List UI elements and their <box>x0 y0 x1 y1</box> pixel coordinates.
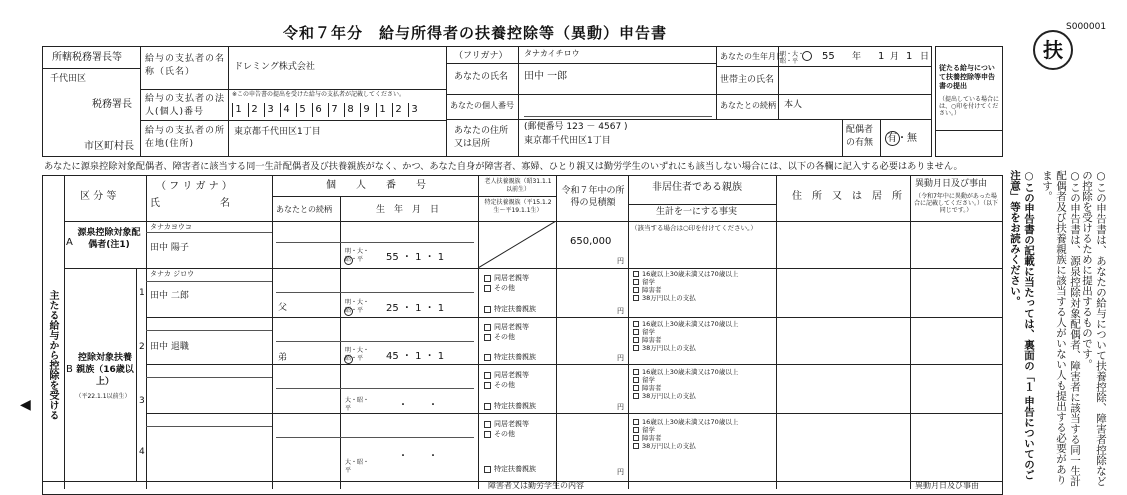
payer-digit: 6 <box>312 103 324 117</box>
payer-digit: 4 <box>280 103 292 117</box>
dependent-number-field[interactable] <box>276 282 474 293</box>
seal-circle <box>1033 30 1073 70</box>
nonres-disabled-label: 障害者 <box>642 286 662 294</box>
relation-label: あなたとの続柄 <box>720 101 776 110</box>
specific-option <box>484 352 536 362</box>
dependent-no: 4 <box>139 447 145 457</box>
head-label: 世帯主の氏名 <box>720 75 775 85</box>
dependent-birth: 45 ・ 1 ・ 1 <box>386 351 445 362</box>
era-circle-icon <box>802 51 812 61</box>
nonres-options <box>633 320 738 352</box>
spouse-nonres-note: （該当する場合は○印を付けてください。） <box>631 224 757 232</box>
birth-month: 1 <box>878 51 885 62</box>
col-income: 令和７年中の所得の見積額 <box>561 186 625 208</box>
nonres-disabled-checkbox[interactable] <box>633 435 639 441</box>
relation-value: 本人 <box>784 100 803 110</box>
nonres-disabled-checkbox[interactable] <box>633 287 639 293</box>
dependent-birth: ・ ・ <box>398 400 438 411</box>
nonres-study-label: 留学 <box>642 278 655 286</box>
specific-option <box>484 464 536 474</box>
right-note-bold: ○この申告書の記載に当たっては、裏面の「１ 申告についてのご注意」等をお読みください。 <box>1009 170 1035 480</box>
spouse-era-circle-icon <box>344 256 353 265</box>
prev-page-icon[interactable]: ◀ <box>20 397 31 413</box>
elderly-other-label: その他 <box>494 284 515 292</box>
form-id: S000001 <box>1066 22 1107 32</box>
payer-address: 東京都千代田区1丁目 <box>234 127 321 137</box>
elderly-cohabit-checkbox[interactable] <box>484 324 491 331</box>
dependent-era-circle-icon <box>344 307 353 316</box>
col-category: 区 分 等 <box>80 191 117 202</box>
nonres-study-checkbox[interactable] <box>633 329 639 335</box>
birth-month-unit: 月 <box>890 52 900 62</box>
employee-postal: (郵便番号 123 － 4567 ) <box>524 122 628 132</box>
right-note-2: ○この申告書は、源泉控除対象配偶者、障害者に該当する同一生計配偶者及び扶養親族に該当する人がいない人も提出する必要があります。 <box>1041 170 1081 487</box>
elderly-other-label: その他 <box>494 381 515 389</box>
nonres-age-label: 16歳以上30歳未満又は70歳以上 <box>642 418 739 426</box>
birth-year-unit: 年 <box>852 52 862 62</box>
employee-number-label: あなたの個人番号 <box>450 101 514 110</box>
nonres-payment-label: 38万円以上の支払 <box>642 442 696 450</box>
spouse-era: 明・大・昭・平 <box>345 248 370 263</box>
employee-address-label: あなたの住所又は居所 <box>454 126 509 149</box>
dependent-era: 明・大・昭・平 <box>345 347 370 362</box>
nonres-study-label: 留学 <box>642 328 655 336</box>
spouse-yes-circle-icon <box>885 131 900 146</box>
dependent-relation: 父 <box>278 303 288 313</box>
elderly-other-label: その他 <box>494 430 515 438</box>
payer-digit: 7 <box>328 103 340 117</box>
elderly-other-checkbox[interactable] <box>484 285 491 292</box>
payer-number-digits <box>232 103 442 117</box>
elderly-other-checkbox[interactable] <box>484 382 491 389</box>
employee-name: 田中 一郎 <box>524 71 568 82</box>
furigana-label: （フリガナ） <box>454 51 508 61</box>
nonres-age-checkbox[interactable] <box>633 321 639 327</box>
spouse-yen: 円 <box>617 257 624 265</box>
col-relation: あなたとの続柄 <box>276 205 332 214</box>
bottom-note: 障害者又は勤労学生の内容 <box>488 481 584 490</box>
birth-day-unit: 日 <box>920 52 930 62</box>
elderly-options <box>484 322 529 342</box>
elderly-cohabit-checkbox[interactable] <box>484 275 491 282</box>
nonres-study-checkbox[interactable] <box>633 279 639 285</box>
section-b-letter: B <box>66 364 73 375</box>
nonres-study-checkbox[interactable] <box>633 377 639 383</box>
spouse-furigana: タナカヨウコ <box>150 223 192 231</box>
nonres-disabled-label: 障害者 <box>642 384 662 392</box>
specific-checkbox[interactable] <box>484 403 491 410</box>
section-a-title: 源泉控除対象配偶者(注1) <box>77 228 141 250</box>
nonres-payment-checkbox[interactable] <box>633 345 639 351</box>
section-a-letter: A <box>66 237 73 248</box>
col-change-note: （令和7年中に異動があった場合に記載してください。）（以下同じです。） <box>913 193 998 214</box>
dependent-name: 田中 退職 <box>150 342 189 352</box>
spouse-diagonal <box>478 221 556 268</box>
spouse-value: 有・無 <box>887 133 917 144</box>
nonres-age-label: 16歳以上30歳未満又は70歳以上 <box>642 320 739 328</box>
payer-digit: 2 <box>392 103 404 117</box>
nonres-study-checkbox[interactable] <box>633 427 639 433</box>
employee-name-label: あなたの氏名 <box>454 72 509 82</box>
col-elderly: 老人扶養親族（昭31.1.1以前生） <box>484 178 552 193</box>
payer-digit: 8 <box>344 103 356 117</box>
dependent-era: 明・大・昭・平 <box>345 299 370 314</box>
birth-era: 明・大・昭・平 <box>780 51 805 65</box>
spouse-income: 650,000 <box>570 236 612 247</box>
spouse-number-field[interactable] <box>276 232 474 243</box>
specific-label: 特定扶養親族 <box>494 353 536 361</box>
right-note-1: ○この申告書は、あなたの給与について扶養控除、障害者控除などの控除を受けるために提出するものです。 <box>1081 170 1107 487</box>
dependent-yen: 円 <box>617 354 624 362</box>
birth-label: あなたの生年月日 <box>720 52 784 61</box>
payer-number-note: ※この申告書の提出を受けた給与の支払者が記載してください。 <box>232 91 406 98</box>
dependent-era: 大・昭・平 <box>345 397 370 412</box>
tax-office-suffix: 税務署長 <box>92 99 132 110</box>
elderly-other-label: その他 <box>494 333 515 341</box>
specific-label: 特定扶養親族 <box>494 465 536 473</box>
specific-checkbox[interactable] <box>484 354 491 361</box>
dependent-no: 2 <box>139 342 145 352</box>
elderly-options <box>484 370 529 390</box>
section-b-note: （平22.1.1以前生） <box>75 393 131 400</box>
nonres-payment-label: 38万円以上の支払 <box>642 392 696 400</box>
birth-day: 1 <box>906 51 913 62</box>
dependent-number-field[interactable] <box>276 427 474 438</box>
nonres-disabled-label: 障害者 <box>642 336 662 344</box>
nonres-payment-checkbox[interactable] <box>633 393 639 399</box>
specific-checkbox[interactable] <box>484 306 491 313</box>
dependent-name: 田中 二郎 <box>150 291 189 301</box>
payer-digit: 2 <box>248 103 260 117</box>
side-box-note: （提出している場合には、○印を付けてください。） <box>939 96 1000 117</box>
employee-furigana: タナカイチロウ <box>524 49 580 58</box>
col-address: 住 所 又 は 居 所 <box>792 191 902 202</box>
diagonal-line-icon <box>478 221 556 268</box>
col-specific: 特定扶養親族（平15.1.2生～平19.1.1生） <box>484 199 552 214</box>
nonres-options <box>633 270 738 302</box>
dependent-yen: 円 <box>617 403 624 411</box>
payer-number-label: 給与の支払者の法人(個人)番号 <box>145 94 226 117</box>
dependent-number-field[interactable] <box>276 331 474 342</box>
payer-digit: 9 <box>360 103 372 117</box>
payer-address-label: 給与の支払者の所在地(住所) <box>145 126 226 149</box>
spouse-name: 田中 陽子 <box>150 243 189 253</box>
dependent-relation: 弟 <box>278 353 288 363</box>
dependent-birth: ・ ・ <box>398 451 438 462</box>
nonres-study-label: 留学 <box>642 426 655 434</box>
col-change: 異動月日及び事由 <box>915 179 988 189</box>
elderly-options <box>484 419 529 439</box>
col-nonresident: 非居住者である親族 <box>652 182 742 193</box>
col-same-living: 生計を一にする事実 <box>656 207 738 217</box>
dependent-number-field[interactable] <box>276 378 474 389</box>
nonres-payment-checkbox[interactable] <box>633 295 639 301</box>
employee-address: 東京都千代田区1丁目 <box>524 136 611 146</box>
nonres-age-checkbox[interactable] <box>633 419 639 425</box>
dependent-birth: 25 ・ 1 ・ 1 <box>386 303 445 314</box>
col-name: 氏 名 <box>150 198 230 209</box>
payer-digit: 3 <box>408 103 420 117</box>
elderly-cohabit-label: 同居老親等 <box>494 371 529 379</box>
elderly-other-checkbox[interactable] <box>484 431 491 438</box>
section-b-title: 控除対象扶養親族（16歳以上） <box>76 353 134 387</box>
dependent-no: 1 <box>139 288 145 298</box>
dependent-era: 大・昭・平 <box>345 459 370 474</box>
payer-name: ドレミング株式会社 <box>234 62 315 72</box>
spouse-birth: 55 ・ 1 ・ 1 <box>386 252 445 263</box>
elderly-options <box>484 273 529 293</box>
specific-option <box>484 401 536 411</box>
dependent-yen: 円 <box>617 468 624 476</box>
side-box-title: 従たる給与について扶養控除等申告書の提出 <box>939 64 995 90</box>
dependent-furigana: タナカ ジロウ <box>150 270 195 278</box>
nonres-age-checkbox[interactable] <box>633 369 639 375</box>
nonres-age-label: 16歳以上30歳未満又は70歳以上 <box>642 270 739 278</box>
spouse-label: 配偶者の有無 <box>846 125 874 148</box>
notice-text: あなたに源泉控除対象配偶者、障害者に該当する同一生計配偶者及び扶養親族がなく、かつ、あなた自身が障害者、寡婦、ひとり親又は勤労学生のいずれにも該当しない場合には、以下の各欄に記入する必要はありません。 <box>44 161 963 172</box>
payer-digit: 1 <box>232 103 244 117</box>
specific-option <box>484 304 536 314</box>
elderly-other-checkbox[interactable] <box>484 334 491 341</box>
seal-char: 扶 <box>1043 38 1063 62</box>
nonres-payment-label: 38万円以上の支払 <box>642 294 696 302</box>
side-label: 主たる給与から控除を受ける <box>47 290 58 420</box>
nonres-study-label: 留学 <box>642 376 655 384</box>
specific-checkbox[interactable] <box>484 466 491 473</box>
birth-year: 55 <box>822 51 835 62</box>
specific-label: 特定扶養親族 <box>494 402 536 410</box>
payer-digit: 3 <box>264 103 276 117</box>
nonres-options <box>633 418 738 450</box>
payer-digit: 5 <box>296 103 308 117</box>
nonres-age-checkbox[interactable] <box>633 271 639 277</box>
tax-office-label: 所轄税務署長等 <box>52 52 122 63</box>
nonres-disabled-checkbox[interactable] <box>633 337 639 343</box>
dependent-yen: 円 <box>617 307 624 315</box>
payer-digit: 1 <box>376 103 388 117</box>
nonres-options <box>633 368 738 400</box>
form-title: 令和７年分 給与所得者の扶養控除等（異動）申告書 <box>283 24 668 42</box>
city: 千代田区 <box>50 74 87 84</box>
dependent-no: 3 <box>139 396 145 406</box>
elderly-cohabit-label: 同居老親等 <box>494 323 529 331</box>
bottom-change: 異動月日及び事由 <box>915 481 979 490</box>
payer-name-label: 給与の支払者の名称（氏名） <box>145 54 226 77</box>
specific-label: 特定扶養親族 <box>494 305 536 313</box>
col-number: 個 人 番 号 <box>326 180 426 191</box>
city-suffix: 市区町村長 <box>84 141 134 152</box>
nonres-age-label: 16歳以上30歳未満又は70歳以上 <box>642 368 739 376</box>
dependent-era-circle-icon <box>344 355 353 364</box>
elderly-cohabit-checkbox[interactable] <box>484 421 491 428</box>
nonres-disabled-checkbox[interactable] <box>633 385 639 391</box>
nonres-payment-checkbox[interactable] <box>633 443 639 449</box>
nonres-payment-label: 38万円以上の支払 <box>642 344 696 352</box>
employee-number-field[interactable] <box>524 102 712 117</box>
nonres-disabled-label: 障害者 <box>642 434 662 442</box>
elderly-cohabit-label: 同居老親等 <box>494 274 529 282</box>
col-furigana: （ フ リ ガ ナ ） <box>156 181 232 192</box>
col-birth: 生 年 月 日 <box>376 205 440 215</box>
elderly-cohabit-label: 同居老親等 <box>494 420 529 428</box>
elderly-cohabit-checkbox[interactable] <box>484 372 491 379</box>
